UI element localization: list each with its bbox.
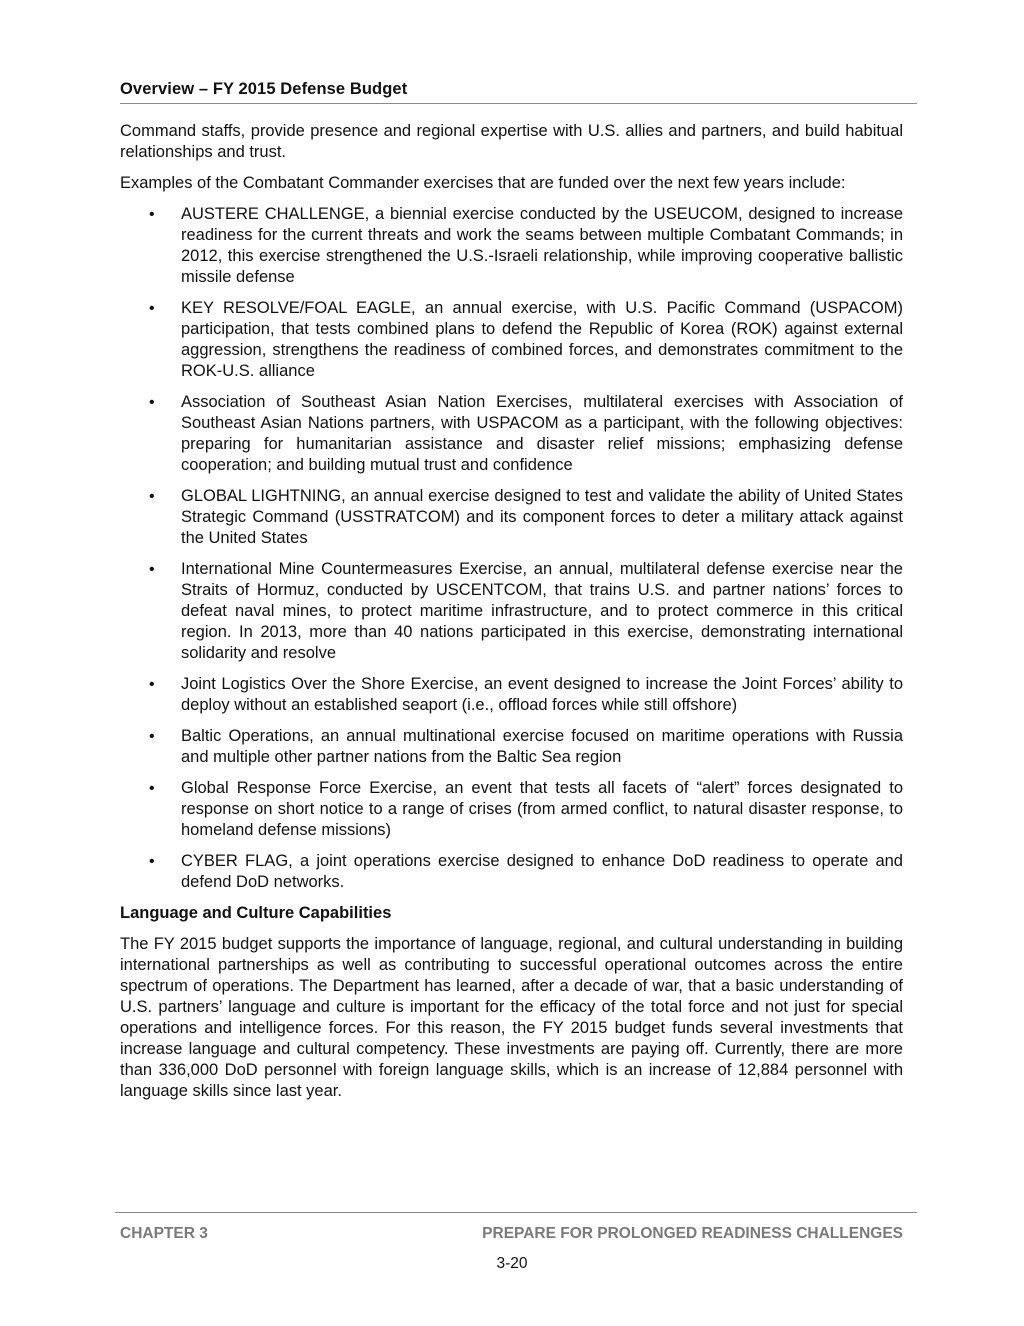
language-section-paragraph: The FY 2015 budget supports the importance of language, regional, and cultural understanding in building international partnerships as well as contributing to successful operational outcomes across the entire spectrum of operations. The Department has learned, after a decade of war, that a basic understanding of U.S. partners’ language and culture is important for the efficacy of the total force and not just for special operations and intelligence forces. For this reason, the FY 2015 budget funds several investments that increase language and cultural competency. These investments are paying off. Currently, there are more than 336,000 DoD personnel with foreign language skills, which is an increase of 12,884 personnel with language skills since last year. — [120, 935, 903, 1100]
page-number: 3-20 — [496, 1255, 528, 1272]
bullet-icon: • — [149, 394, 155, 411]
bullet-icon: • — [149, 676, 155, 693]
intro-continuation-paragraph: Command staffs, provide presence and regional expertise with U.S. allies and partners, and build habitual relationships and trust. — [120, 122, 903, 161]
list-item-text: CYBER FLAG, a joint operations exercise designed to enhance DoD readiness to operate and defend DoD networks. — [181, 852, 903, 891]
list-item — [120, 486, 903, 549]
footer-chapter-label: CHAPTER 3 — [120, 1225, 208, 1242]
bullet-icon: • — [149, 206, 155, 223]
list-item-text: AUSTERE CHALLENGE, a biennial exercise conducted by the USEUCOM, designed to increase readiness for the current threats and work the seams between multiple Combatant Commands; in 2012, this exercise strengthened the U.S.-Israeli relationship, while improving cooperative ballistic missile defense — [181, 205, 903, 286]
list-item — [120, 559, 903, 664]
bullet-icon: • — [149, 853, 155, 870]
page-header — [120, 79, 917, 104]
list-item — [120, 778, 903, 841]
bullet-icon: • — [149, 300, 155, 317]
list-item — [120, 392, 903, 476]
list-item-text: Joint Logistics Over the Shore Exercise, an event designed to increase the Joint Forces’ ability to deploy without an established seaport (i.e., offload forces while still offshore) — [181, 675, 903, 714]
document-body — [120, 121, 903, 1112]
bullet-icon: • — [149, 728, 155, 745]
list-item — [120, 298, 903, 382]
list-item — [120, 851, 903, 893]
list-item-text: International Mine Countermeasures Exercise, an annual, multilateral defense exercise near the Straits of Hormuz, conducted by USCENTCOM, that trains U.S. and partner nations’ forces to defeat naval mines, to protect maritime infrastructure, and to protect commerce in this critical region. In 2013, more than 40 nations participated in this exercise, demonstrating international solidarity and resolve — [181, 560, 903, 662]
list-item-text: Global Response Force Exercise, an event that tests all facets of “alert” forces designated to response on short notice to a range of crises (from armed conflict, to natural disaster response, to homeland defense missions) — [181, 779, 903, 839]
footer-chapter-title: PREPARE FOR PROLONGED READINESS CHALLENGES — [482, 1225, 903, 1242]
list-item — [120, 204, 903, 288]
examples-lead-paragraph: Examples of the Combatant Commander exercises that are funded over the next few years include: — [120, 174, 846, 192]
language-section-heading: Language and Culture Capabilities — [120, 904, 392, 922]
footer-divider — [115, 1212, 917, 1213]
list-item — [120, 674, 903, 716]
list-item-text: GLOBAL LIGHTNING, an annual exercise designed to test and validate the ability of United States Strategic Command (USSTRATCOM) and its component forces to deter a military attack against the United States — [181, 487, 903, 547]
list-item-text: Association of Southeast Asian Nation Exercises, multilateral exercises with Association of Southeast Asian Nations partners, with USPACOM as a participant, with the following objectives: preparing for humanitarian assistance and disaster relief missions; emphasizing defense cooperation; and building mutual trust and confidence — [181, 393, 903, 474]
bullet-icon: • — [149, 488, 155, 505]
header-title: Overview – FY 2015 Defense Budget — [120, 80, 408, 98]
list-item — [120, 726, 903, 768]
exercise-bullet-list — [120, 204, 903, 893]
list-item-text: KEY RESOLVE/FOAL EAGLE, an annual exercise, with U.S. Pacific Command (USPACOM) participation, that tests combined plans to defend the Republic of Korea (ROK) against external aggression, strengthens the readiness of combined forces, and demonstrates commitment to the ROK-U.S. alliance — [181, 299, 903, 380]
list-item-text: Baltic Operations, an annual multinational exercise focused on maritime operations with Russia and multiple other partner nations from the Baltic Sea region — [181, 727, 903, 766]
bullet-icon: • — [149, 780, 155, 797]
bullet-icon: • — [149, 561, 155, 578]
